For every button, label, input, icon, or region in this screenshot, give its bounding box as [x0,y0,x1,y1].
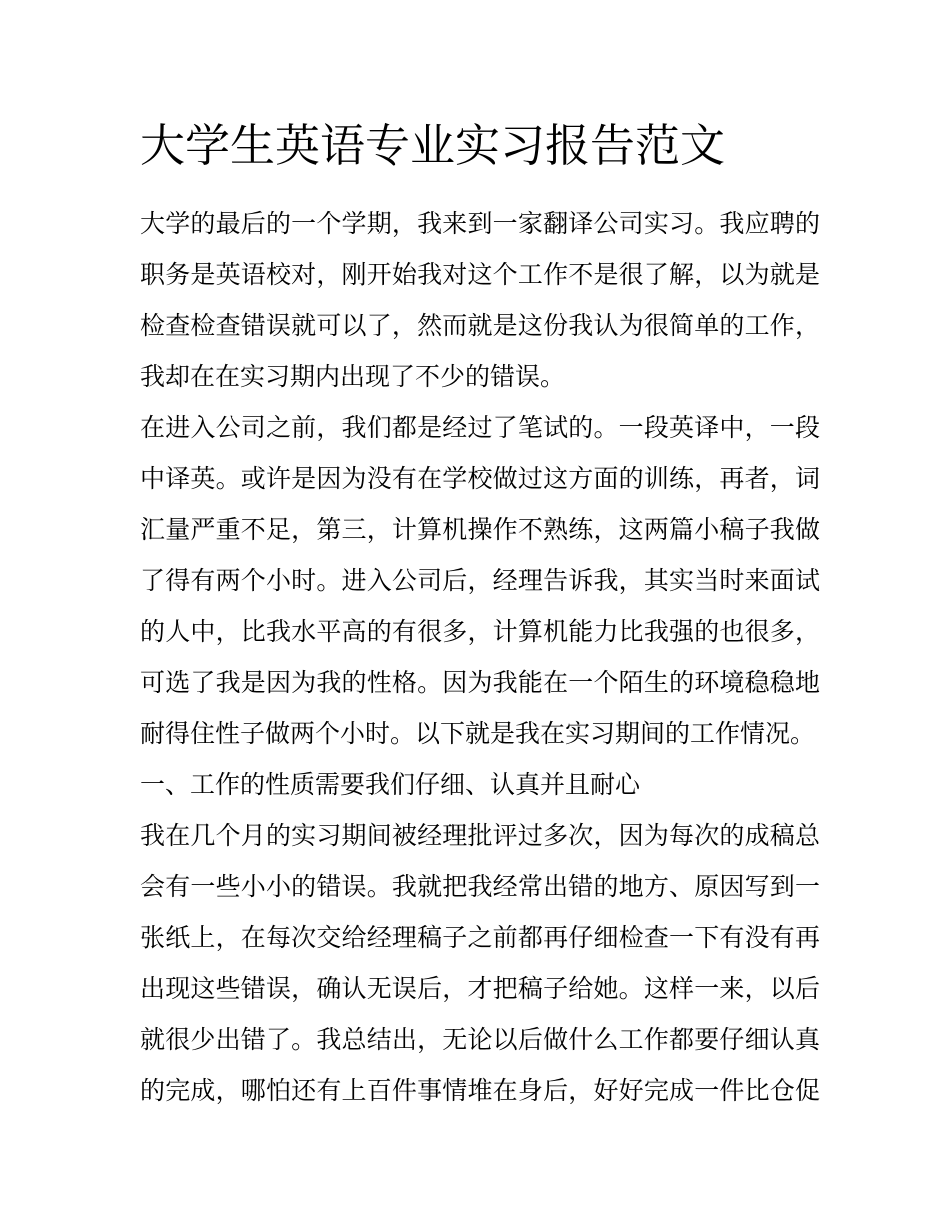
text-line: 张纸上，在每次交给经理稿子之前都再仔细检查一下有没有再 [140,923,820,952]
text-line: 汇量严重不足，第三，计算机操作不熟练，这两篇小稿子我做 [140,515,820,544]
text-line: 可选了我是因为我的性格。因为我能在一个陌生的环境稳稳地 [140,668,820,697]
text-line: 的人中，比我水平高的有很多，计算机能力比我强的也很多， [140,617,820,646]
text-line: 我在几个月的实习期间被经理批评过多次，因为每次的成稿总 [140,821,820,850]
text-line: 检查检查错误就可以了，然而就是这份我认为很简单的工作， [140,311,820,340]
document-title: 大学生英语专业实习报告范文 [140,119,726,172]
text-line: 大学的最后的一个学期，我来到一家翻译公司实习。我应聘的 [140,209,820,238]
text-line: 出现这些错误，确认无误后，才把稿子给她。这样一来，以后 [140,974,820,1003]
section-heading: 一、工作的性质需要我们仔细、认真并且耐心 [140,770,641,799]
text-line: 耐得住性子做两个小时。以下就是我在实习期间的工作情况。 [140,719,816,748]
text-line: 职务是英语校对，刚开始我对这个工作不是很了解，以为就是 [140,260,820,289]
text-line: 我却在在实习期内出现了不少的错误。 [140,362,566,391]
text-line: 在进入公司之前，我们都是经过了笔试的。一段英译中，一段 [140,413,820,442]
document-body [140,198,820,1116]
text-line: 会有一些小小的错误。我就把我经常出错的地方、原因写到一 [140,872,820,901]
text-line: 了得有两个小时。进入公司后，经理告诉我，其实当时来面试 [140,566,820,595]
text-line: 中译英。或许是因为没有在学校做过这方面的训练，再者，词 [140,464,820,493]
text-line: 就很少出错了。我总结出，无论以后做什么工作都要仔细认真 [140,1025,820,1054]
text-line: 的完成，哪怕还有上百件事情堆在身后，好好完成一件比仓促 [140,1076,820,1105]
